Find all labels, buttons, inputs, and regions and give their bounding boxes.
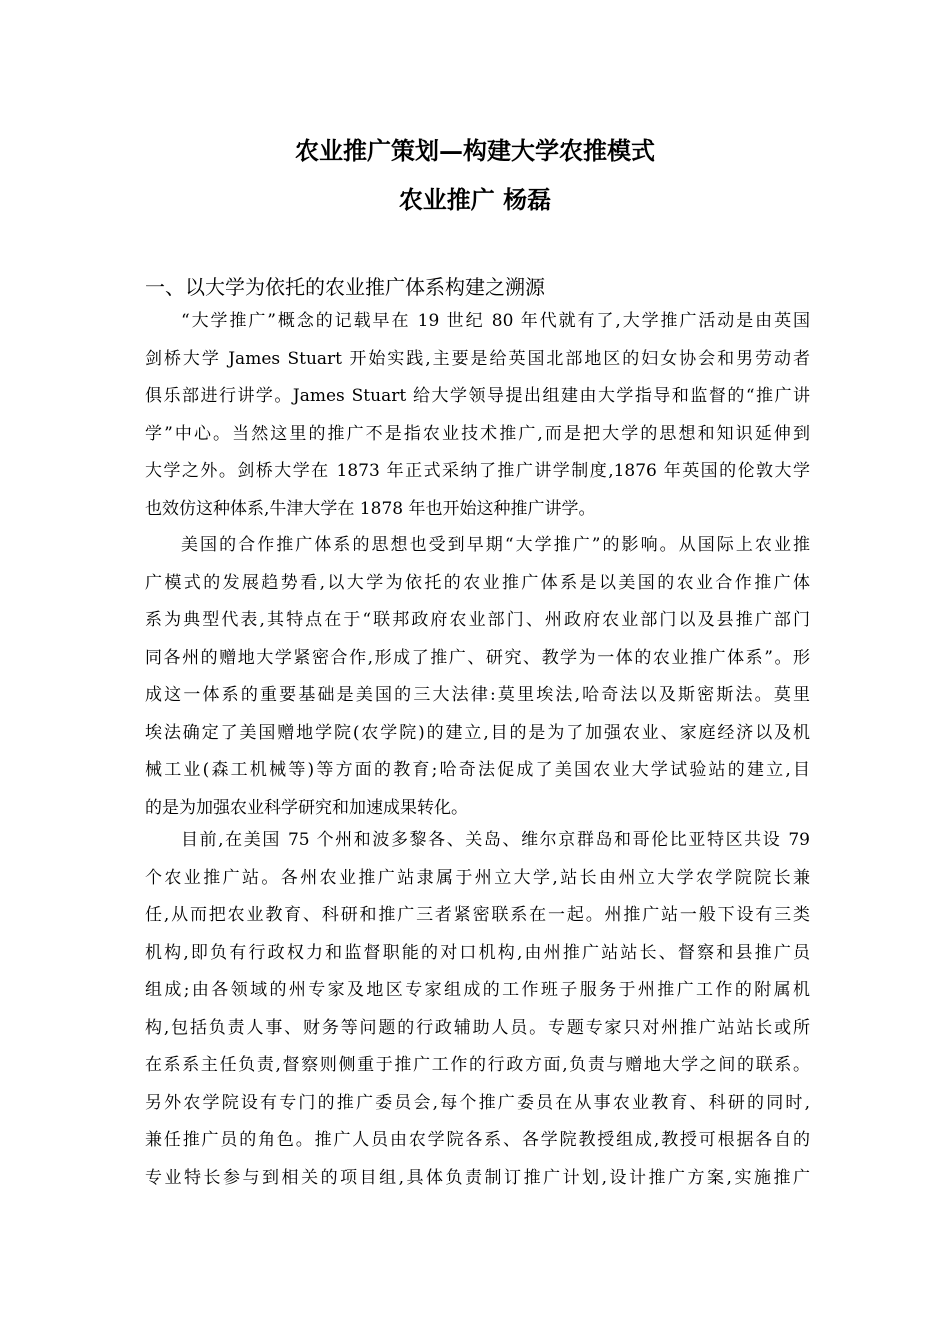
paragraph-line: 成这一体系的重要基础是美国的三大法律:莫里埃法,哈奇法以及斯密斯法。莫里: [145, 685, 810, 705]
paragraph-line: 专业特长参与到相关的项目组,具体负责制订推广计划,设计推广方案,实施推广: [145, 1167, 810, 1188]
paragraph-line: 在系系主任负责,督察则侧重于推广工作的行政方面,负责与赠地大学之间的联系。: [145, 1055, 810, 1075]
paragraph-line: 美国的合作推广体系的思想也受到早期“大学推广”的影响。从国际上农业推: [181, 535, 810, 555]
paragraph-line: 另外农学院设有专门的推广委员会,每个推广委员在从事农业教育、科研的同时,: [145, 1092, 810, 1113]
paragraph-line: “大学推广”概念的记载早在 19 世纪 80 年代就有了,大学推广活动是由英国: [181, 311, 810, 331]
paragraph-line: 也效仿这种体系,牛津大学在 1878 年也开始这种推广讲学。: [145, 498, 596, 519]
paragraph-line: 构,包括负责人事、财务等问题的行政辅助人员。专题专家只对州推广站站长或所: [145, 1017, 810, 1038]
paragraph-3: [145, 822, 810, 1197]
paragraph-line: 的是为加强农业科学研究和加速成果转化。: [145, 797, 468, 818]
paragraph-line: 大学之外。剑桥大学在 1873 年正式采纳了推广讲学制度,1876 年英国的伦敦大学: [145, 461, 810, 481]
paragraph-line: 学”中心。当然这里的推广不是指农业技术推广,而是把大学的思想和知识延伸到: [145, 423, 810, 444]
paragraph-line: 目前,在美国 75 个州和波多黎各、关岛、维尔京群岛和哥伦比亚特区共设 79: [181, 830, 810, 850]
section-heading: 一、以大学为依托的农业推广体系构建之溯源: [145, 275, 545, 299]
paragraph-1: [145, 303, 810, 528]
paragraph-line: 同各州的赠地大学紧密合作,形成了推广、研究、教学为一体的农业推广体系”。形: [145, 647, 810, 668]
paragraph-line: 俱乐部进行讲学。James Stuart 给大学领导提出组建由大学指导和监督的“推广讲: [145, 386, 810, 406]
paragraph-line: 个农业推广站。各州农业推广站隶属于州立大学,站长由州立大学农学院院长兼: [145, 867, 810, 888]
paragraph-line: 剑桥大学 James Stuart 开始实践,主要是给英国北部地区的妇女协会和男劳动者: [145, 348, 810, 369]
paragraph-line: 埃法确定了美国赠地学院(农学院)的建立,目的是为了加强农业、家庭经济以及机: [145, 722, 810, 743]
paragraph-line: 任,从而把农业教育、科研和推广三者紧密联系在一起。州推广站一般下设有三类: [145, 905, 810, 925]
paragraph-line: 组成;由各领域的州专家及地区专家组成的工作班子服务于州推广工作的附属机: [145, 980, 810, 1000]
paragraph-line: 系为典型代表,其特点在于“联邦政府农业部门、州政府农业部门以及县推广部门: [145, 610, 810, 630]
paragraph-line: 广模式的发展趋势看,以大学为依托的农业推广体系是以美国的农业合作推广体: [145, 572, 810, 593]
document-title: 农业推广策划—构建大学农推模式: [295, 136, 655, 165]
paragraph-line: 械工业(森工机械等)等方面的教育;哈奇法促成了美国农业大学试验站的建立,目: [145, 760, 810, 780]
author-line: 农业推广 杨磊: [398, 185, 552, 214]
paragraph-line: 机构,即负有行政权力和监督职能的对口机构,由州推广站站长、督察和县推广员: [145, 942, 810, 963]
paragraph-2: [145, 527, 810, 827]
paragraph-line: 兼任推广员的角色。推广人员由农学院各系、各学院教授组成,教授可根据各自的: [145, 1130, 810, 1150]
